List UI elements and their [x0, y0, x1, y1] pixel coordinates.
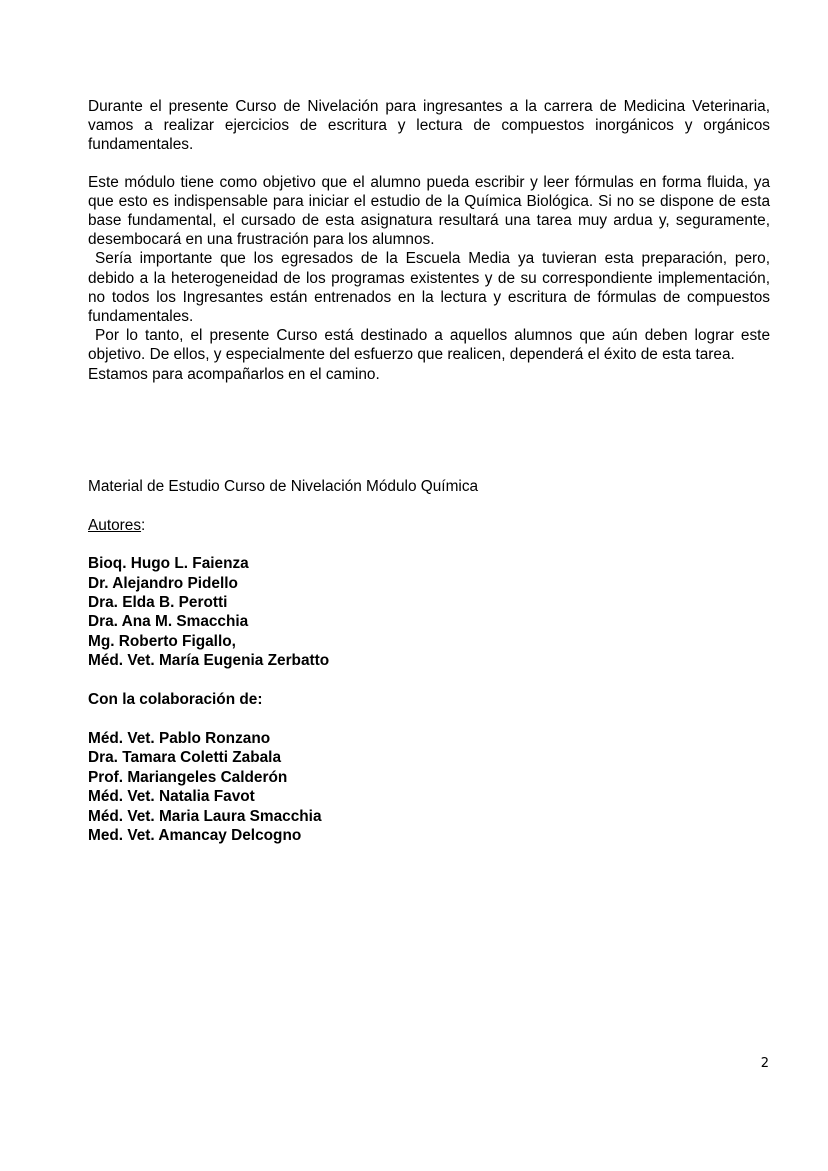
authors-label-row — [88, 496, 770, 535]
author-item: Mg. Roberto Figallo, — [88, 632, 236, 650]
author-item: Dr. Alejandro Pidello — [88, 574, 238, 592]
author-item: Bioq. Hugo L. Faienza — [88, 555, 249, 573]
section-spacer — [88, 384, 770, 477]
author-item: Dra. Elda B. Perotti — [88, 594, 228, 612]
authors-list — [88, 554, 770, 670]
collaborator-item: Méd. Vet. Natalia Favot — [88, 788, 255, 806]
intro-paragraph-1: Durante el presente Curso de Nivelación para ingresantes a la carrera de Medicina Veterinaria, vamos a realizar ejercicios de escritura y lectura de compuestos inorgánicos y orgánicos fundamentales. — [88, 98, 770, 154]
collaborator-item: Prof. Mariangeles Calderón — [88, 768, 288, 786]
material-title: Material de Estudio Curso de Nivelación Módulo Química — [88, 477, 479, 495]
document-page — [88, 97, 770, 845]
author-item: Méd. Vet. María Eugenia Zerbatto — [88, 652, 330, 670]
collaborator-item: Med. Vet. Amancay Delcogno — [88, 826, 302, 844]
collaborators-list — [88, 729, 770, 845]
collaborator-item: Méd. Vet. Pablo Ronzano — [88, 729, 271, 747]
intro-paragraph-2: Este módulo tiene como objetivo que el alumno pueda escribir y leer fórmulas en forma fluida, ya que esto es indispensable para iniciar el estudio de la Química Biológica. Si no se dispone de esta base fundamental, el cursado de esta asignatura resultará una tarea muy ardua y, seguramente, desembocará en una frustración para los alumnos. — [88, 173, 770, 249]
author-item: Dra. Ana M. Smacchia — [88, 613, 249, 631]
authors-label-colon: : — [141, 517, 146, 535]
intro-paragraph-4: Por lo tanto, el presente Curso está destinado a aquellos alumnos que aún deben lograr este objetivo. De ellos, y especialmente del esfuerzo que realicen, dependerá el éxito de esta tarea. — [88, 327, 770, 364]
intro-paragraph-3: Sería importante que los egresados de la Escuela Media ya tuvieran esta preparación, pero, debido a la heterogeneidad de los programas existentes y de su correspondiente implementación, no todos los Ingresantes están entrenados en la lectura y escritura de fórmulas de compuestos fundamentales. — [88, 250, 770, 326]
collaborator-item: Méd. Vet. Maria Laura Smacchia — [88, 807, 322, 825]
page-number: 2 — [760, 1056, 769, 1071]
intro-paragraph-5: Estamos para acompañarlos en el camino. — [88, 365, 380, 383]
collaborator-item: Dra. Tamara Coletti Zabala — [88, 749, 282, 767]
collaboration-heading: Con la colaboración de: — [88, 690, 263, 708]
authors-label: Autores — [88, 517, 142, 535]
